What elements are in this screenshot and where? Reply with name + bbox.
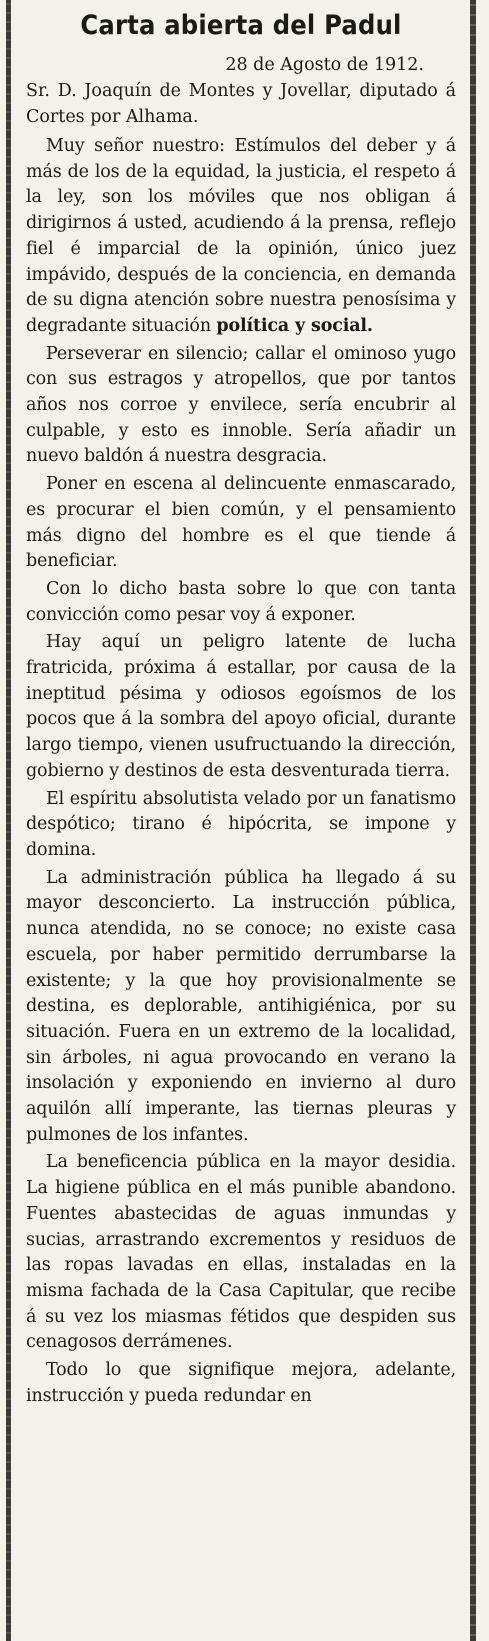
paragraph-1-emphasis: política y social. xyxy=(216,315,373,336)
paragraph-7: La administración pública ha llegado á su mayor desconcierto. La instrucción pública, nunca atendida, no se conoce; no existe casa escuela, por haber permitido derrumbarse la existente; y la que hoy provisionalmente se destina, es deplorable, antihigiénica, por su situación. Fuera en un extremo de la localidad, sin árboles, ni agua provocando en verano la insolación y exponiendo en invierno al duro aquilón allí imperante, las tiernas pleuras y pulmones de los infantes. xyxy=(26,867,456,1145)
column-rule-left xyxy=(6,0,11,1641)
paragraph-1-text: Muy señor nuestro: Estímulos del deber y á más de los de la equidad, la justicia, el respeto á la ley, son los móviles que nos obligan á dirigirnos á usted, acudiendo á la prensa, reflejo fiel é imparcial de la opinión, único juez impávido, después de la conciencia, en demanda de su digna atención sobre nuestra penosísima y degradante situación xyxy=(26,136,456,336)
column-rule-right xyxy=(470,0,476,1641)
paragraph-8: La beneficencia pública en la mayor desidia. La higiene pública en el más punible abandono. Fuentes abastecidas de aguas inmundas y sucias, arrastrando excrementos y residuos de las ropas lavadas en ellas, instaladas en la misma fachada de la Casa Capitular, que recibe á su vez los miasmas fétidos que despiden sus cenagosos derrámenes. xyxy=(26,1152,456,1353)
article-column xyxy=(26,6,456,1411)
paragraph-5: Hay aquí un peligro latente de lucha fratricida, próxima á estallar, por causa de la ineptitud pésima y odiosos egoísmos de los pocos que á la sombra del apoyo oficial, durante largo tiempo, vienen usufructuando la dirección, gobierno y destinos de esta desventurada tierra. xyxy=(26,632,456,781)
article-title: Carta abierta del Padul xyxy=(80,10,402,41)
article-dateline: 28 de Agosto de 1912. xyxy=(225,55,424,75)
paragraph-2: Perseverar en silencio; callar el ominoso yugo con sus estragos y atropellos, que por tantos años nos corroe y envilece, sería encubrir al culpable, y esto es innoble. Sería añadir un nuevo baldón á nuestra desgracia. xyxy=(26,343,456,467)
paragraph-9: Todo lo que signifique mejora, adelante, instrucción y pueda redundar en xyxy=(26,1360,456,1406)
article-addressee: Sr. D. Joaquín de Montes y Jovellar, diputado á Cortes por Alhama. xyxy=(26,81,456,127)
paragraph-3: Poner en escena al delincuente enmascarado, es procurar el bien común, y el pensamiento más digno del hombre es el que tiende á beneficiar. xyxy=(26,474,456,572)
paragraph-4: Con lo dicho basta sobre lo que con tanta convicción como pesar voy á exponer. xyxy=(26,578,456,625)
paragraph-6: El espíritu absolutista velado por un fanatismo despótico; tirano é hipócrita, se impone y domina. xyxy=(26,788,456,860)
paragraph-1 xyxy=(26,134,456,340)
